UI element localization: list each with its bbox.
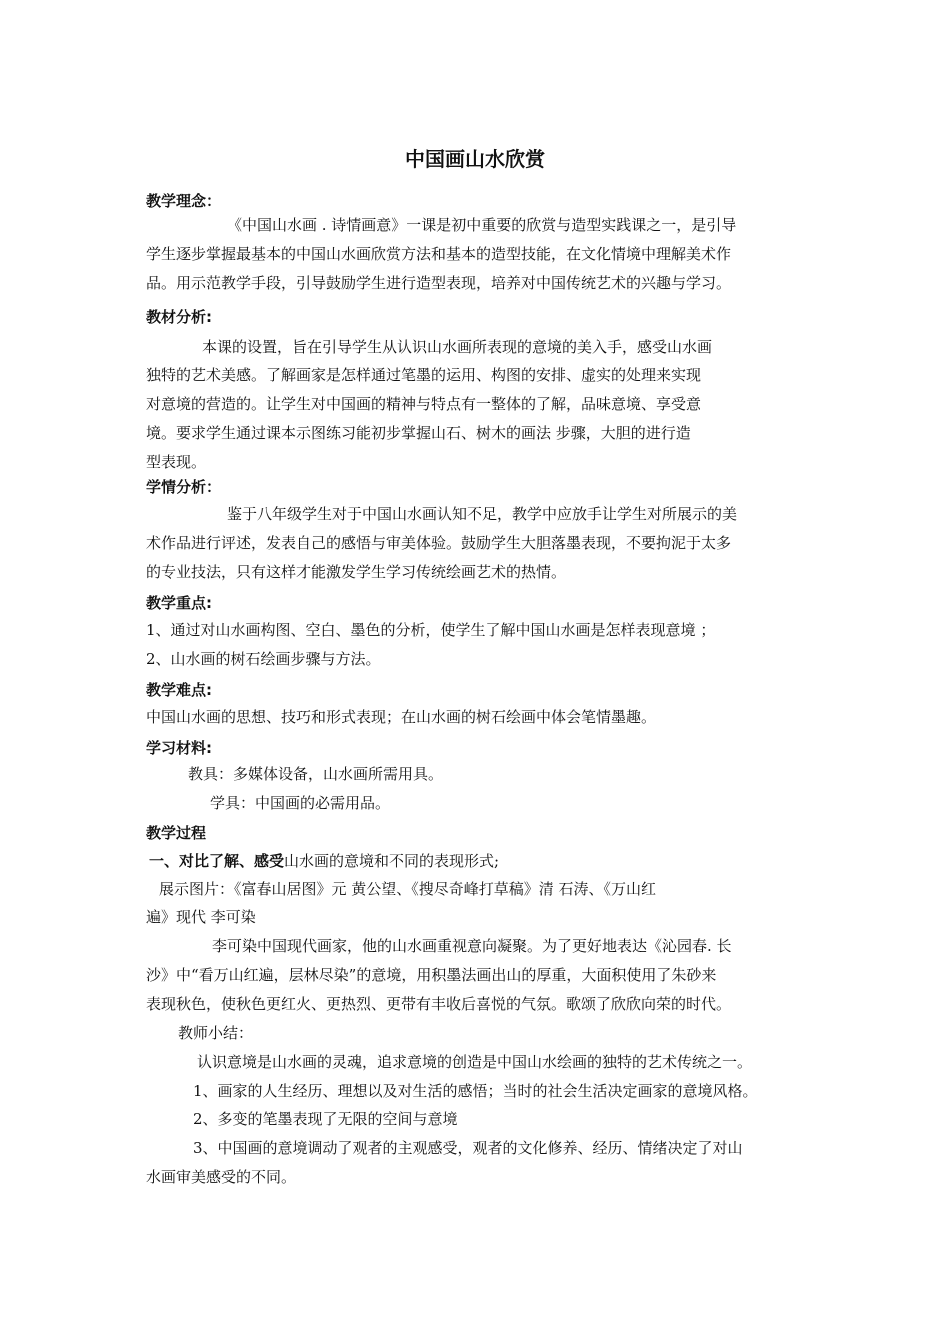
heading-student-analysis: 学情分析： [146, 478, 222, 496]
summary-label: 教师小结： [178, 1024, 254, 1042]
material-line-4: 境。要求学生通过课本示图练习能初步掌握山石、树木的画法 步骤，大胆的进行造 [146, 424, 691, 442]
display-line-2: 遍》现代 李可染 [146, 908, 256, 926]
difficulty-line-1: 中国山水画的思想、技巧和形式表现；在山水画的树石绘画中体会笔情墨趣。 [146, 708, 657, 726]
heading-difficulties: 教学难点: [146, 681, 212, 699]
process-step-1-bold: 一、对比了解、感受 [149, 852, 285, 870]
heading-materials: 学习材料: [146, 739, 212, 757]
summary-line-1: 认识意境是山水画的灵魂，追求意境的创造是中国山水绘画的独特的艺术传统之一。 [197, 1053, 753, 1071]
heading-key-points: 教学重点: [146, 594, 212, 612]
summary-line-2: 1、画家的人生经历、理想以及对生活的感悟；当时的社会生活决定画家的意境风格。 [193, 1082, 758, 1100]
summary-line-4: 3、中国画的意境调动了观者的主观感受，观者的文化修养、经历、情绪决定了对山 [193, 1139, 743, 1157]
student-line-2: 术作品进行评述，发表自己的感悟与审美体验。鼓励学生大胆落墨表现，不要拘泥于太多 [146, 534, 732, 552]
display-line-1: 展示图片：《富春山居图》元 黄公望、《搜尽奇峰打草稿》清 石涛、《万山红 [159, 880, 657, 898]
summary-line-3: 2、多变的笔墨表现了无限的空间与意境 [193, 1110, 458, 1128]
li-keran-line-3: 表现秋色，使秋色更红火、更热烈、更带有丰收后喜悦的气氛。歌颂了欣欣向荣的时代。 [146, 995, 732, 1013]
material-line-1: 本课的设置，旨在引导学生从认识山水画所表现的意境的美入手，感受山水画 [202, 338, 713, 356]
heading-process: 教学过程 [146, 824, 207, 842]
materials-student-tools: 学具：中国画的必需用品。 [210, 794, 391, 812]
student-line-3: 的专业技法，只有这样才能激发学生学习传统绘画艺术的热情。 [146, 563, 567, 581]
page-title: 中国画山水欣赏 [405, 147, 545, 171]
process-step-1 [149, 850, 499, 871]
key-point-1: 1、通过对山水画构图、空白、墨色的分析，使学生了解中国山水画是怎样表现意境 ； [146, 621, 716, 639]
process-step-1-rest: 山水画的意境和不同的表现形式; [284, 852, 500, 870]
li-keran-line-1: 李可染中国现代画家，他的山水画重视意向凝聚。为了更好地表达《沁园春. 长 [212, 937, 732, 955]
material-line-5: 型表现。 [146, 453, 207, 471]
li-keran-line-2: 沙》中“看万山红遍，层林尽染”的意境，用积墨法画出山的厚重，大面积使用了朱砂来 [146, 966, 717, 984]
heading-philosophy: 教学理念： [146, 192, 222, 210]
philosophy-line-3: 品。用示范教学手段，引导鼓励学生进行造型表现，培养对中国传统艺术的兴趣与学习。 [146, 274, 732, 292]
philosophy-line-1: 《中国山水画 . 诗情画意》一课是初中重要的欣赏与造型实践课之一，是引导 [227, 216, 737, 234]
key-point-2: 2、山水画的树石绘画步骤与方法。 [146, 650, 381, 668]
materials-teacher-tools: 教具：多媒体设备，山水画所需用具。 [188, 765, 444, 783]
summary-line-5: 水画审美感受的不同。 [146, 1168, 297, 1186]
student-line-1: 鉴于八年级学生对于中国山水画认知不足，教学中应放手让学生对所展示的美 [227, 505, 738, 523]
material-line-2: 独特的艺术美感。了解画家是怎样通过笔墨的运用、构图的安排、虚实的处理来实现 [146, 366, 702, 384]
material-line-3: 对意境的营造的。让学生对中国画的精神与特点有一整体的了解，品味意境、享受意 [146, 395, 702, 413]
philosophy-line-2: 学生逐步掌握最基本的中国山水画欣赏方法和基本的造型技能，在文化情境中理解美术作 [146, 245, 732, 263]
heading-material-analysis: 教材分析: [146, 308, 212, 326]
